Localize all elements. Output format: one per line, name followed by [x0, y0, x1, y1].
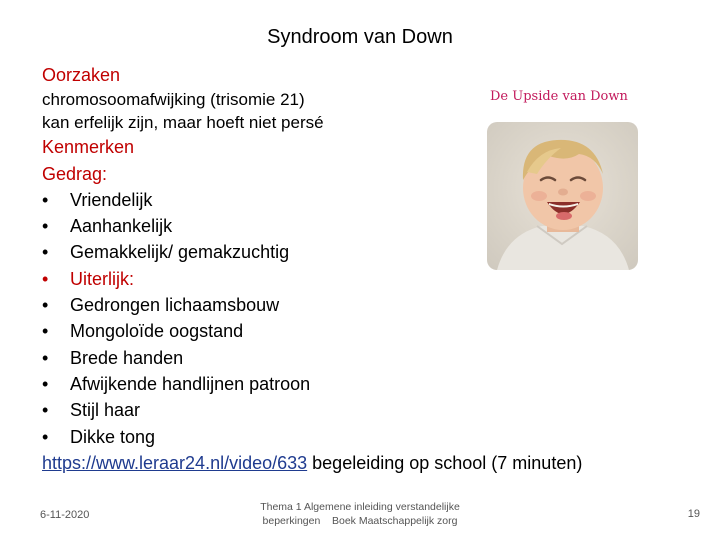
bullet-marker: • [42, 347, 49, 368]
oorzaken-heading: Oorzaken [42, 65, 121, 85]
bullet-marker: • [42, 426, 49, 447]
gedrag-heading: Gedrag: [42, 163, 108, 184]
bullet-text: Stijl haar [70, 400, 141, 421]
bullet-marker: • [42, 400, 49, 421]
bullet-text: Gedrongen lichaamsbouw [70, 295, 280, 316]
video-link-description: begeleiding op school (7 minuten) [307, 452, 583, 473]
footer-center [240, 500, 480, 528]
bullet-text: Gemakkelijk/ gemakzuchtig [70, 242, 290, 263]
bullet-item [42, 318, 682, 344]
footer-page-number: 19 [687, 508, 700, 520]
bullet-marker: • [42, 189, 49, 210]
child-photo-illustration [487, 122, 638, 270]
bullet-text: Dikke tong [70, 426, 156, 447]
footer-date: 6-11-2020 [40, 509, 90, 521]
bullet-marker: • [42, 321, 49, 342]
slide-title-text: Syndroom van Down [267, 26, 453, 48]
bullet-marker: • [42, 373, 49, 394]
bullet-text: Mongoloïde oogstand [70, 321, 244, 342]
bullet-item [42, 397, 682, 423]
footer-center-line-2: beperkingen Boek Maatschappelijk zorg [262, 515, 458, 527]
child-photo [487, 122, 638, 270]
bullet-text: Uiterlijk: [70, 268, 135, 289]
bullet-text: Afwijkende handlijnen patroon [70, 373, 311, 394]
kenmerken-heading: Kenmerken [42, 137, 135, 158]
bullet-item [42, 345, 682, 371]
footer-center-line-1: Thema 1 Algemene inleiding verstandelijke [260, 501, 460, 513]
bullet-item [42, 371, 682, 397]
bullet-item [42, 292, 682, 318]
bullet-item [42, 424, 682, 450]
video-link-line [42, 450, 682, 476]
oorzaken-line-2: kan erfelijk zijn, maar hoeft niet persé [42, 113, 324, 133]
bullet-text: Aanhankelijk [70, 216, 173, 237]
slide-title [0, 26, 720, 49]
bullet-text: Brede handen [70, 347, 184, 368]
oorzaken-line-1: chromosoomafwijking (trisomie 21) [42, 90, 305, 110]
bullet-marker: • [42, 295, 49, 316]
video-link[interactable]: https://www.leraar24.nl/video/633 [42, 452, 308, 473]
bullet-marker: • [42, 268, 49, 289]
bullet-marker: • [42, 216, 49, 237]
image-caption: De Upside van Down [490, 89, 628, 104]
bullet-marker: • [42, 242, 49, 263]
bullet-text: Vriendelijk [70, 189, 153, 210]
